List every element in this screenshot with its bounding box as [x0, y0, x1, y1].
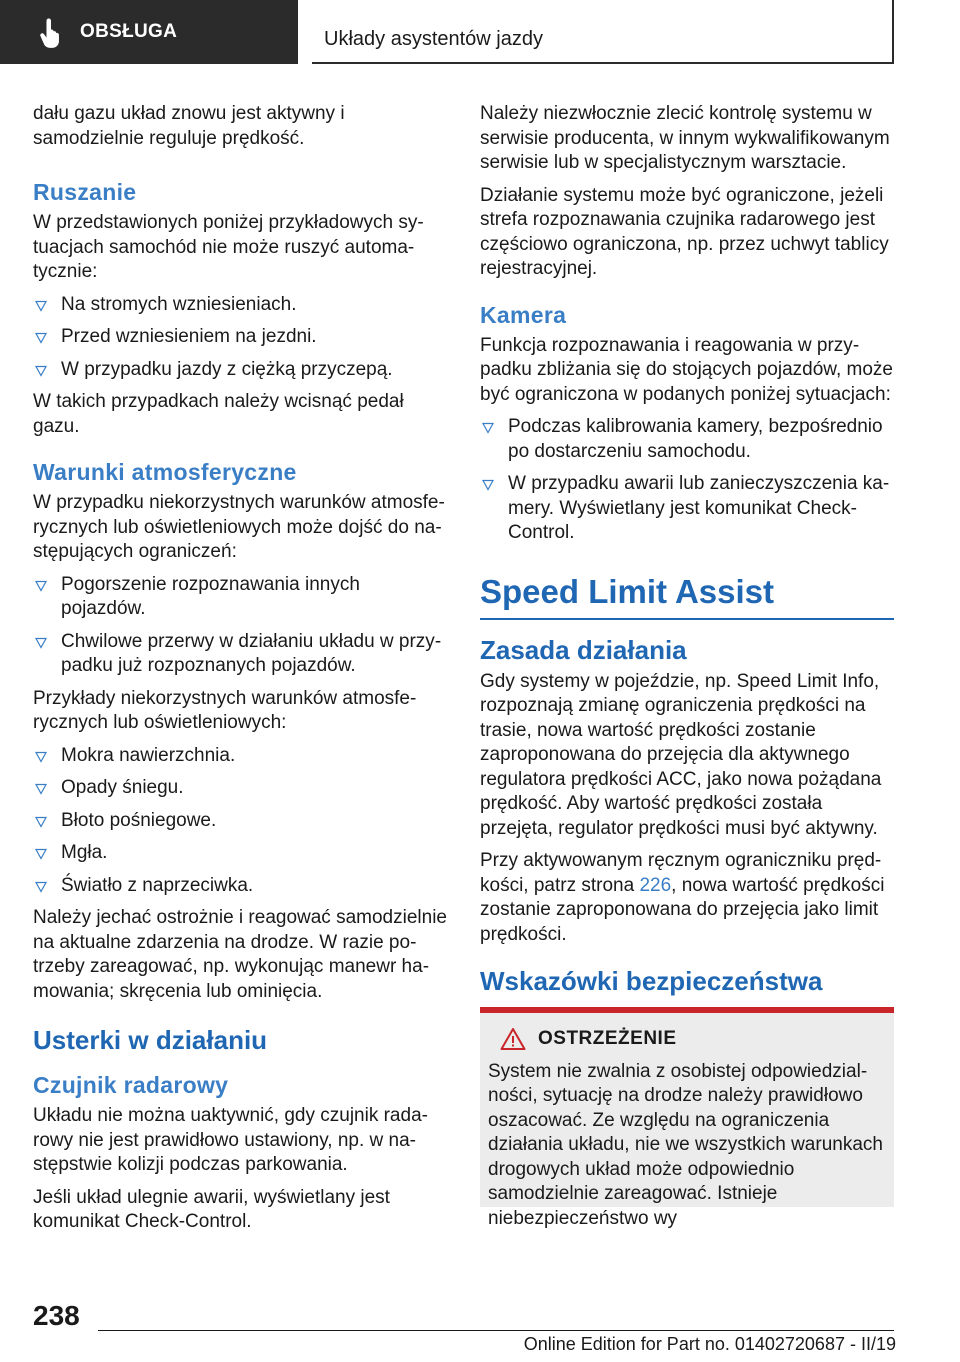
right-p1: Należy niezwłocznie zlecić kontrolę systemu w serwisie producenta, w innym wykwalifikowanym serwisie lub w specjalistycznym warsztacie.	[480, 103, 890, 173]
list-item: Na stromych wzniesieniach.	[33, 293, 447, 318]
warunki-list2	[33, 744, 447, 899]
warunki-list	[33, 573, 447, 679]
header-title-box	[312, 0, 894, 64]
warning-box	[480, 1007, 894, 1229]
list-item: W przypadku awarii lub zanieczyszczenia kamery. Wyświetlany jest komunikat Check-Control.	[480, 472, 894, 546]
hand-pointer-icon	[36, 15, 70, 49]
triangle-bullet-icon	[35, 637, 47, 649]
heading-kamera: Kamera	[480, 301, 567, 328]
triangle-bullet-icon	[35, 751, 47, 763]
triangle-bullet-icon	[482, 479, 494, 491]
footer-rule	[98, 1330, 894, 1331]
heading-warunki: Warunki atmosferyczne	[33, 459, 297, 485]
warunki-text2: Przykłady niekorzystnych warunków atmosferycznych lub oświetleniowych:	[33, 687, 417, 733]
triangle-bullet-icon	[35, 783, 47, 795]
czujnik-p1: Układu nie można uaktywnić, gdy czujnik radarowy nie jest prawidłowo ustawiony, np. w następstwie kolizji podczas parkowania.	[33, 1105, 428, 1175]
triangle-bullet-icon	[35, 848, 47, 860]
footer-edition: Online Edition for Part no. 01402720687 - II/19	[523, 1334, 896, 1354]
heading-rule	[480, 618, 894, 620]
intro-paragraph: dału gazu układ znowu jest aktywny i samodzielnie reguluje prędkość.	[33, 103, 345, 149]
list-item: Błoto pośniegowe.	[33, 809, 447, 834]
triangle-bullet-icon	[35, 365, 47, 377]
header-title: Układy asystentów jazdy	[324, 28, 543, 50]
list-item: Mgła.	[33, 841, 447, 866]
triangle-bullet-icon	[35, 816, 47, 828]
warunki-after: Należy jechać ostrożnie i reagować samodzielnie na aktualne zdarzenia na drodze. W razie potrzeby zareagować, np. wykonując manewr hamowania; skręcenia lub ominięcia.	[33, 907, 447, 1002]
warunki-text: W przypadku niekorzystnych warunków atmosferycznych lub oświetleniowych może dojść do następujących ograniczeń:	[33, 492, 445, 562]
list-item: Opady śniegu.	[33, 776, 447, 801]
right-p2: Działanie systemu może być ograniczone, jeżeli strefa rozpoznawania czujnika radarowego jest częściowo ograniczona, np. przez uchwyt tablicy rejestracyjnej.	[480, 184, 889, 279]
heading-wskazowki: Wskazówki bezpieczeństwa	[480, 966, 823, 996]
list-item: Chwilowe przerwy w działaniu układu w przypadku już rozpoznanych pojazdów.	[33, 630, 447, 679]
right-column	[480, 102, 894, 1229]
list-item: W przypadku jazdy z ciężką przyczepą.	[33, 358, 447, 383]
triangle-bullet-icon	[35, 332, 47, 344]
list-item: Podczas kalibrowania kamery, bezpośrednio po dostarczeniu samochodu.	[480, 415, 894, 464]
warning-text: System nie zwalnia z osobistej odpowiedzialności, sytuację na drodze należy prawidłowo oszacować. Ze względu na ograniczenia działania układu, nie we wszystkich warunkach drogowych układ może odpowiednio samodzielnie zareagować. Istnieje niebezpieczeństwo wy	[488, 1060, 883, 1229]
kamera-list	[480, 415, 894, 546]
page-number: 238	[33, 1300, 80, 1331]
heading-speed-limit-assist: Speed Limit Assist	[480, 572, 775, 610]
header-section-tab	[0, 0, 298, 64]
warning-triangle-icon	[500, 1027, 526, 1051]
heading-ruszanie: Ruszanie	[33, 179, 137, 205]
czujnik-p2: Jeśli układ ulegnie awarii, wyświetlany jest komunikat Check-Control.	[33, 1186, 390, 1232]
triangle-bullet-icon	[35, 881, 47, 893]
list-item: Światło z naprzeciwka.	[33, 874, 447, 899]
left-column	[33, 102, 447, 1243]
heading-usterki: Usterki w działaniu	[33, 1025, 268, 1055]
kamera-text: Funkcja rozpoznawania i reagowania w przypadku zbliżania się do stojących pojazdów, może być ograniczona w podanych poniżej sytuacjach:	[480, 334, 893, 405]
zasada-p1: Gdy systemy w pojeździe, np. Speed Limit Info, rozpoznają zmianę ograniczenia prędkości na trasie, nowa wartość prędkości zostanie zaproponowana do przejęcia dla aktywnego regulatora prędkości ACC, jako nowa pożądana prędkość. Aby wartość prędkości została przejęta, regulator prędkości musi być aktywny.	[480, 670, 882, 839]
page-link[interactable]: 226	[639, 874, 672, 896]
zasada-p2: Przy aktywowanym ręcznym ograniczniku prędkości, patrz strona 226, nowa wartość prędkości zostanie zaproponowana do przejęcia jako limit prędkości.	[480, 850, 885, 945]
list-item: Mokra nawierzchnia.	[33, 744, 447, 769]
list-item: Pogorszenie rozpoznawania innych pojazdów.	[33, 573, 447, 622]
warning-title: OSTRZEŻENIE	[538, 1028, 677, 1049]
ruszanie-list	[33, 293, 447, 383]
triangle-bullet-icon	[35, 300, 47, 312]
triangle-bullet-icon	[35, 580, 47, 592]
list-item: Przed wzniesieniem na jezdni.	[33, 325, 447, 350]
heading-zasada: Zasada działania	[480, 634, 687, 665]
triangle-bullet-icon	[482, 422, 494, 434]
ruszanie-after: W takich przypadkach należy wcisnąć pedał gazu.	[33, 391, 404, 437]
header-section-label: OBSŁUGA	[80, 21, 178, 42]
heading-czujnik: Czujnik radarowy	[33, 1072, 229, 1098]
ruszanie-text: W przedstawionych poniżej przykładowych sytuacjach samochód nie może ruszyć automatycznie:	[33, 212, 424, 282]
